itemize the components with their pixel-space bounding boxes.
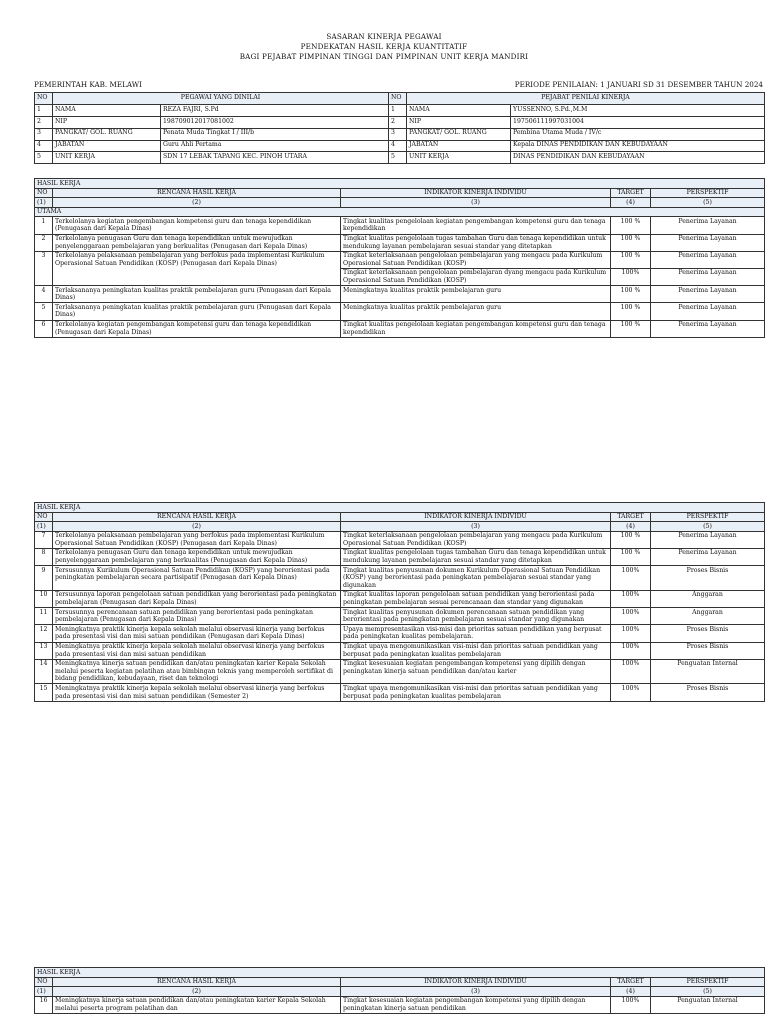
row-indikator: Tingkat kualitas penyusunan dokumen perencanaan satuan pendidikan yang berorientasi pada peningkatan pembelajaran sesuai standar yang digunakan xyxy=(341,608,611,625)
col-no: NO xyxy=(35,512,53,522)
hasil-kerja-label: HASIL KERJA xyxy=(35,968,765,978)
row-rencana: Terkelolanya pelaksanaan pembelajaran yang berfokus pada implementasi Kurikulum Operasional Satuan Pendidikan (KOSP) (Penugasan dari Kepala Dinas) xyxy=(53,531,341,548)
row-target: 100 % xyxy=(611,531,651,548)
column-number-row xyxy=(35,198,765,208)
doc-title-line2: PENDEKATAN HASIL KERJA KUANTITATIF xyxy=(300,42,468,51)
row-rencana: Meningkatnya praktik kinerja kepala sekolah melalui observasi kinerja yang berfokus pada presentasi visi dan misi satuan pendidikan (Penugasan dari Kepala Dinas) xyxy=(53,625,341,642)
num-target: (4) xyxy=(611,522,651,532)
identity-row xyxy=(35,128,765,140)
hasil-kerja-table-1 xyxy=(34,178,765,338)
pegawai-field-label: NIP xyxy=(53,116,161,128)
pegawai-no: 5 xyxy=(35,152,53,164)
hasil-kerja-section-row xyxy=(35,503,765,513)
row-rencana: Meningkatnya praktik kinerja kepala sekolah melalui observasi kinerja yang berfokus pada presentasi visi dan misi satuan pendidikan xyxy=(53,642,341,659)
col-indikator: INDIKATOR KINERJA INDIVIDU xyxy=(341,512,611,522)
pegawai-header: PEGAWAI YANG DINILAI xyxy=(53,93,389,105)
row-target: 100 % xyxy=(611,286,651,303)
col-no: NO xyxy=(35,188,53,198)
row-indikator: Tingkat kualitas pengelolaan kegiatan pengembangan kompetensi guru dan tenaga kependidikan xyxy=(341,320,611,337)
row-perspektif: Anggaran xyxy=(651,590,765,607)
col-indikator: INDIKATOR KINERJA INDIVIDU xyxy=(341,977,611,987)
penilai-field-label: JABATAN xyxy=(407,140,511,152)
row-no: 11 xyxy=(35,608,53,625)
num-perspektif: (5) xyxy=(651,198,765,208)
row-rencana: Meningkatnya praktik kinerja kepala sekolah melalui observasi kinerja yang berfokus pada presentasi visi dan misi satuan pendidikan (Semester 2) xyxy=(53,684,341,701)
num-indikator: (3) xyxy=(341,987,611,997)
row-target: 100% xyxy=(611,608,651,625)
row-indikator: Tingkat kualitas laporan pengelolaan satuan pendidikan yang berorientasi pada peningkatan pembelajaran sesuai perencanaan dan standar yang digunakan xyxy=(341,590,611,607)
col-perspektif: PERSPEKTIF xyxy=(651,188,765,198)
penilai-field-value: Pembina Utama Muda / IV/c xyxy=(511,128,765,140)
num-rencana: (2) xyxy=(53,522,341,532)
pemerintah-label: PEMERINTAH KAB. MELAWI xyxy=(34,80,142,89)
row-no: 13 xyxy=(35,642,53,659)
doc-title-line1: SASARAN KINERJA PEGAWAI xyxy=(326,32,442,41)
penilai-field-label: NIP xyxy=(407,116,511,128)
col-rencana: RENCANA HASIL KERJA xyxy=(53,977,341,987)
table-row xyxy=(35,684,765,701)
row-perspektif: Proses Bisnis xyxy=(651,566,765,591)
row-no: 2 xyxy=(35,234,53,251)
row-no: 16 xyxy=(35,996,53,1013)
num-perspektif: (5) xyxy=(651,522,765,532)
identity-body xyxy=(35,104,765,163)
row-indikator: Tingkat kualitas pengelolaan kegiatan pengembangan kompetensi guru dan tenaga kependidikan xyxy=(341,217,611,234)
num-rencana: (2) xyxy=(53,198,341,208)
column-header-row xyxy=(35,512,765,522)
table-row xyxy=(35,642,765,659)
col-perspektif: PERSPEKTIF xyxy=(651,977,765,987)
num-perspektif: (5) xyxy=(651,987,765,997)
hasil-kerja-label: HASIL KERJA xyxy=(35,179,765,189)
row-rencana: Tersusunnya laporan pengelolaan satuan pendidikan yang berorientasi pada peningkatan pembelajaran (Penugasan dari Kepala Dinas) xyxy=(53,590,341,607)
hasil-kerja-body-1 xyxy=(35,179,765,338)
row-no: 6 xyxy=(35,320,53,337)
pegawai-no: 4 xyxy=(35,140,53,152)
row-rencana: Terkelolanya pelaksanaan pembelajaran yang berfokus pada implementasi Kurikulum Operasional Satuan Pendidikan (KOSP) (Penugasan dari Kepala Dinas) xyxy=(53,251,341,285)
row-perspektif: Proses Bisnis xyxy=(651,684,765,701)
row-perspektif: Penerima Layanan xyxy=(651,286,765,303)
row-target: 100 % xyxy=(611,303,651,320)
penilai-field-value: Kepala DINAS PENDIDIKAN DAN KEBUDAYAAN xyxy=(511,140,765,152)
pegawai-field-value: Guru Ahli Pertama xyxy=(161,140,389,152)
row-indikator: Meningkatnya kualitas praktik pembelajaran guru xyxy=(341,303,611,320)
penilai-field-label: NAMA xyxy=(407,104,511,116)
row-rencana: Meningkatnya kinerja satuan pendidikan dan/atau peningkatan karier Kepala Sekolah melalui peserta kegiatan pelatihan atau bimbingan teknis yang memperoleh sertifikat di bidang pendidikan, kebudayaan, riset dan teknologi xyxy=(53,659,341,684)
hasil-kerja-body-2 xyxy=(35,503,765,702)
row-target: 100 % xyxy=(611,548,651,565)
penilai-no: 2 xyxy=(389,116,407,128)
table-row xyxy=(35,996,765,1013)
col-target: TARGET xyxy=(611,512,651,522)
row-perspektif: Penerima Layanan xyxy=(651,531,765,548)
pegawai-field-label: UNIT KERJA xyxy=(53,152,161,164)
row-no: 1 xyxy=(35,217,53,234)
row-indikator: Tingkat keterlaksanaan pengelolaan pembelajaran yang mengacu pada Kurikulum Operasional Satuan Pendidikan (KOSP) xyxy=(341,251,611,268)
penilai-no: 3 xyxy=(389,128,407,140)
penilai-field-label: UNIT KERJA xyxy=(407,152,511,164)
num-indikator: (3) xyxy=(341,522,611,532)
col-indikator: INDIKATOR KINERJA INDIVIDU xyxy=(341,188,611,198)
pegawai-field-label: JABATAN xyxy=(53,140,161,152)
row-target: 100% xyxy=(611,566,651,591)
hasil-kerja-table-3 xyxy=(34,967,765,1014)
pegawai-no: 1 xyxy=(35,104,53,116)
num-no: (1) xyxy=(35,522,53,532)
table-row xyxy=(35,251,765,268)
row-no: 10 xyxy=(35,590,53,607)
table-row xyxy=(35,566,765,591)
table-row xyxy=(35,217,765,234)
periode-label: PERIODE PENILAIAN: 1 JANUARI SD 31 DESEMBER TAHUN 2024 xyxy=(514,80,763,89)
row-indikator: Tingkat kesesuaian kegiatan pengembangan kompetensi yang dipilih dengan peningkatan kinerja satuan pendidikan xyxy=(341,996,611,1013)
table-row xyxy=(35,531,765,548)
row-perspektif: Penerima Layanan xyxy=(651,217,765,234)
doc-title-line3: BAGI PEJABAT PIMPINAN TINGGI DAN PIMPINAN UNIT KERJA MANDIRI xyxy=(239,52,529,61)
row-indikator: Tingkat kualitas penyusunan dokumen Kurikulum Operasional Satuan Pendidikan (KOSP) yang berorientasi pada peningkatan pembelajaran sesuai standar yang digunakan xyxy=(341,566,611,591)
row-perspektif: Penguatan Internal xyxy=(651,996,765,1013)
hasil-kerja-section-row xyxy=(35,179,765,189)
penilai-field-label: PANGKAT/ GOL. RUANG xyxy=(407,128,511,140)
num-no: (1) xyxy=(35,198,53,208)
row-no: 15 xyxy=(35,684,53,701)
row-target: 100% xyxy=(611,625,651,642)
row-rencana: Tersusunnya perencanaan satuan pendidikan yang berorientasi pada peningkatan pembelajaran (Penugasan dari Kepala Dinas) xyxy=(53,608,341,625)
row-perspektif: Penerima Layanan xyxy=(651,320,765,337)
row-indikator: Upaya mempresentasikan visi-misi dan prioritas satuan pendidikan yang berpusat pada peningkatan kualitas pembelajaran. xyxy=(341,625,611,642)
penilai-no: 5 xyxy=(389,152,407,164)
num-no: (1) xyxy=(35,987,53,997)
row-target: 100% xyxy=(611,642,651,659)
row-target: 100 % xyxy=(611,251,651,268)
pegawai-field-label: NAMA xyxy=(53,104,161,116)
row-perspektif: Anggaran xyxy=(651,608,765,625)
row-target: 100% xyxy=(611,268,651,285)
col-no: NO xyxy=(35,977,53,987)
row-rencana: Terkelolanya kegiatan pengembangan kompetensi guru dan tenaga kependidikan (Penugasan dari Kepala Dinas) xyxy=(53,320,341,337)
identity-table xyxy=(34,92,765,164)
hasil-kerja-table-2 xyxy=(34,502,765,702)
table-row xyxy=(35,548,765,565)
row-rencana: Meningkatnya kinerja satuan pendidikan dan/atau peningkatan karier Kepala Sekolah melalui peserta program pelatihan dan xyxy=(53,996,341,1013)
identity-row xyxy=(35,104,765,116)
row-rencana: Terkelolanya penugasan Guru dan tenaga kependidikan untuk mewujudkan penyelenggaraan pembelajaran yang berkualitas (Penugasan dari Kepala Dinas) xyxy=(53,234,341,251)
row-no: 9 xyxy=(35,566,53,591)
pegawai-field-label: PANGKAT/ GOL. RUANG xyxy=(53,128,161,140)
pegawai-no: 2 xyxy=(35,116,53,128)
num-target: (4) xyxy=(611,198,651,208)
penilai-no: 1 xyxy=(389,104,407,116)
table-row xyxy=(35,659,765,684)
table-row xyxy=(35,234,765,251)
table-row xyxy=(35,625,765,642)
row-indikator: Tingkat keterlaksanaan pengelolaan pembelajaran dyang mengacu pada Kurikulum Operasional Satuan Pendidikan (KOSP) xyxy=(341,268,611,285)
column-number-row xyxy=(35,522,765,532)
col-no: NO xyxy=(35,93,53,105)
penilai-field-value: 197506111997031004 xyxy=(511,116,765,128)
penilai-no: 4 xyxy=(389,140,407,152)
row-rencana: Terkelolanya penugasan Guru dan tenaga kependidikan untuk mewujudkan penyelenggaraan pembelajaran yang berkualitas (Penugasan dari Kepala Dinas) xyxy=(53,548,341,565)
utama-row xyxy=(35,207,765,217)
row-target: 100 % xyxy=(611,320,651,337)
row-indikator: Tingkat keterlaksanaan pengelolaan pembelajaran yang mengacu pada Kurikulum Operasional Satuan Pendidikan (KOSP) xyxy=(341,531,611,548)
pegawai-no: 3 xyxy=(35,128,53,140)
row-target: 100% xyxy=(611,996,651,1013)
row-rencana: Terkelolanya kegiatan pengembangan kompetensi guru dan tenaga kependidikan (Penugasan dari Kepala Dinas) xyxy=(53,217,341,234)
row-no: 14 xyxy=(35,659,53,684)
table-row xyxy=(35,320,765,337)
col-rencana: RENCANA HASIL KERJA xyxy=(53,188,341,198)
identity-row xyxy=(35,152,765,164)
row-rencana: Tersusunnya Kurikulum Operasional Satuan Pendidikan (KOSP) yang berorientasi pada peningkatan pembelajaran secara partisipatif (Penugasan dari Kepala Dinas) xyxy=(53,566,341,591)
row-rencana: Terlaksananya peningkatan kualitas praktik pembelajaran guru (Penugasan dari Kepala Dinas) xyxy=(53,286,341,303)
col-perspektif: PERSPEKTIF xyxy=(651,512,765,522)
identity-row xyxy=(35,116,765,128)
row-indikator: Tingkat kualitas pengelolaan tugas tambahan Guru dan tenaga kependidikan untuk mendukung layanan pembelajaran sesuai standar yang ditetapkan xyxy=(341,548,611,565)
row-indikator: Tingkat upaya mengomunikasikan visi-misi dan prioritas satuan pendidikan yang berpusat pada peningkatan kualitas pembelajaran xyxy=(341,684,611,701)
hasil-kerja-section-row xyxy=(35,968,765,978)
identity-row xyxy=(35,140,765,152)
row-target: 100% xyxy=(611,684,651,701)
row-no: 7 xyxy=(35,531,53,548)
penilai-field-value: YUSSENNO, S.Pd.,M.M xyxy=(511,104,765,116)
pegawai-field-value: REZA FAJRI, S.Pd xyxy=(161,104,389,116)
row-indikator: Meningkatnya kualitas praktik pembelajaran guru xyxy=(341,286,611,303)
row-no: 3 xyxy=(35,251,53,285)
table-row xyxy=(35,303,765,320)
row-target: 100 % xyxy=(611,217,651,234)
num-target: (4) xyxy=(611,987,651,997)
row-perspektif: Proses Bisnis xyxy=(651,642,765,659)
row-indikator: Tingkat upaya mengomunikasikan visi-misi dan prioritas satuan pendidikan yang berpusat pada peningkatan kualitas pembelajaran xyxy=(341,642,611,659)
row-perspektif: Penerima Layanan xyxy=(651,251,765,268)
num-rencana: (2) xyxy=(53,987,341,997)
row-perspektif: Penerima Layanan xyxy=(651,234,765,251)
identity-header-row xyxy=(35,93,765,105)
penilai-field-value: DINAS PENDIDIKAN DAN KEBUDAYAAN xyxy=(511,152,765,164)
col-rencana: RENCANA HASIL KERJA xyxy=(53,512,341,522)
row-indikator: Tingkat kesesuaian kegiatan pengembangan kompetensi yang dipilih dengan peningkatan kinerja satuan pendidikan dan/atau karier xyxy=(341,659,611,684)
num-indikator: (3) xyxy=(341,198,611,208)
row-perspektif: Penerima Layanan xyxy=(651,268,765,285)
col-target: TARGET xyxy=(611,977,651,987)
pegawai-field-value: 198709012017081002 xyxy=(161,116,389,128)
row-no: 5 xyxy=(35,303,53,320)
table-row xyxy=(35,608,765,625)
row-perspektif: Penerima Layanan xyxy=(651,303,765,320)
row-no: 4 xyxy=(35,286,53,303)
col-target: TARGET xyxy=(611,188,651,198)
penilai-header: PEJABAT PENILAI KINERJA xyxy=(407,93,765,105)
row-target: 100% xyxy=(611,659,651,684)
utama-label: UTAMA xyxy=(35,207,765,217)
hasil-kerja-body-3 xyxy=(35,968,765,1014)
row-target: 100% xyxy=(611,590,651,607)
row-no: 8 xyxy=(35,548,53,565)
row-rencana: Terlaksananya peningkatan kualitas praktik pembelajaran guru (Penugasan dari Kepala Dinas) xyxy=(53,303,341,320)
column-header-row xyxy=(35,977,765,987)
col-no: NO xyxy=(389,93,407,105)
row-target: 100 % xyxy=(611,234,651,251)
row-perspektif: Penguatan Internal xyxy=(651,659,765,684)
row-indikator: Tingkat kualitas pengelolaan tugas tambahan Guru dan tenaga kependidikan untuk mendukung layanan pembelajaran sesuai standar yang ditetapkan xyxy=(341,234,611,251)
pegawai-field-value: Penata Muda Tingkat I / III/b xyxy=(161,128,389,140)
row-no: 12 xyxy=(35,625,53,642)
table-row xyxy=(35,590,765,607)
row-perspektif: Proses Bisnis xyxy=(651,625,765,642)
hasil-kerja-label: HASIL KERJA xyxy=(35,503,765,513)
pegawai-field-value: SDN 17 LEBAK TAPANG KEC. PINOH UTARA xyxy=(161,152,389,164)
column-number-row xyxy=(35,987,765,997)
table-row xyxy=(35,286,765,303)
row-perspektif: Penerima Layanan xyxy=(651,548,765,565)
column-header-row xyxy=(35,188,765,198)
